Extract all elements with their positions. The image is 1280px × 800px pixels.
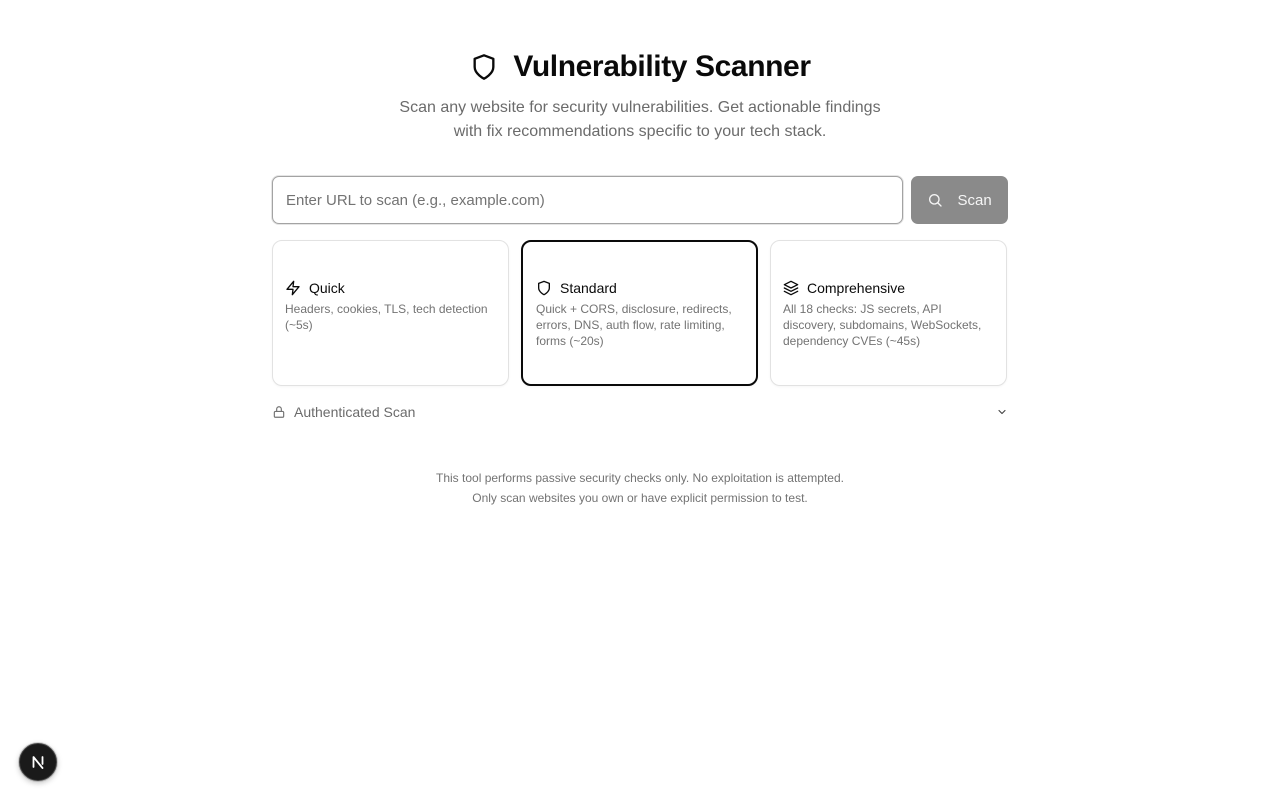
disclaimer-line: Only scan websites you own or have explicit permission to test. <box>472 491 808 505</box>
scan-mode-quick[interactable] <box>272 240 509 386</box>
card-title: Standard <box>560 280 617 296</box>
authenticated-scan-toggle[interactable] <box>272 402 1008 422</box>
scan-mode-options <box>272 240 1008 386</box>
card-header <box>536 279 745 297</box>
shield-icon <box>536 280 552 296</box>
card-description: Quick + CORS, disclosure, redirects, errors, DNS, auth flow, rate limiting, forms (~20s) <box>536 302 732 348</box>
card-description: Headers, cookies, TLS, tech detection (~5s) <box>285 302 488 332</box>
scan-button[interactable] <box>911 176 1008 224</box>
shield-icon <box>469 50 499 84</box>
scan-mode-comprehensive[interactable] <box>770 240 1007 386</box>
page-title: Vulnerability Scanner <box>513 50 811 83</box>
layers-icon <box>783 280 799 296</box>
url-input[interactable] <box>272 176 903 224</box>
auth-label: Authenticated Scan <box>294 404 416 420</box>
lock-icon <box>272 405 286 419</box>
card-header <box>285 279 496 297</box>
card-title: Quick <box>309 280 345 296</box>
search-icon <box>927 192 943 208</box>
card-title: Comprehensive <box>807 280 906 296</box>
search-bar <box>272 176 1008 224</box>
chevron-down-icon[interactable] <box>996 406 1008 418</box>
page-subtitle: Scan any website for security vulnerabilities. Get actionable findings with fix recommendations specific to your tech stack. <box>399 99 881 140</box>
nextjs-dev-badge[interactable] <box>19 743 57 781</box>
disclaimer-line: This tool performs passive security checks only. No exploitation is attempted. <box>436 471 844 485</box>
disclaimer <box>340 468 940 508</box>
card-header <box>783 279 994 297</box>
nextjs-n-icon <box>30 754 46 770</box>
auth-label-group <box>272 404 415 420</box>
zap-icon <box>285 280 301 296</box>
scan-mode-standard[interactable] <box>521 240 758 386</box>
scan-button-label: Scan <box>957 191 992 209</box>
page-header <box>0 48 1280 86</box>
card-description: All 18 checks: JS secrets, API discovery, subdomains, WebSockets, dependency CVEs (~45s) <box>783 302 982 348</box>
